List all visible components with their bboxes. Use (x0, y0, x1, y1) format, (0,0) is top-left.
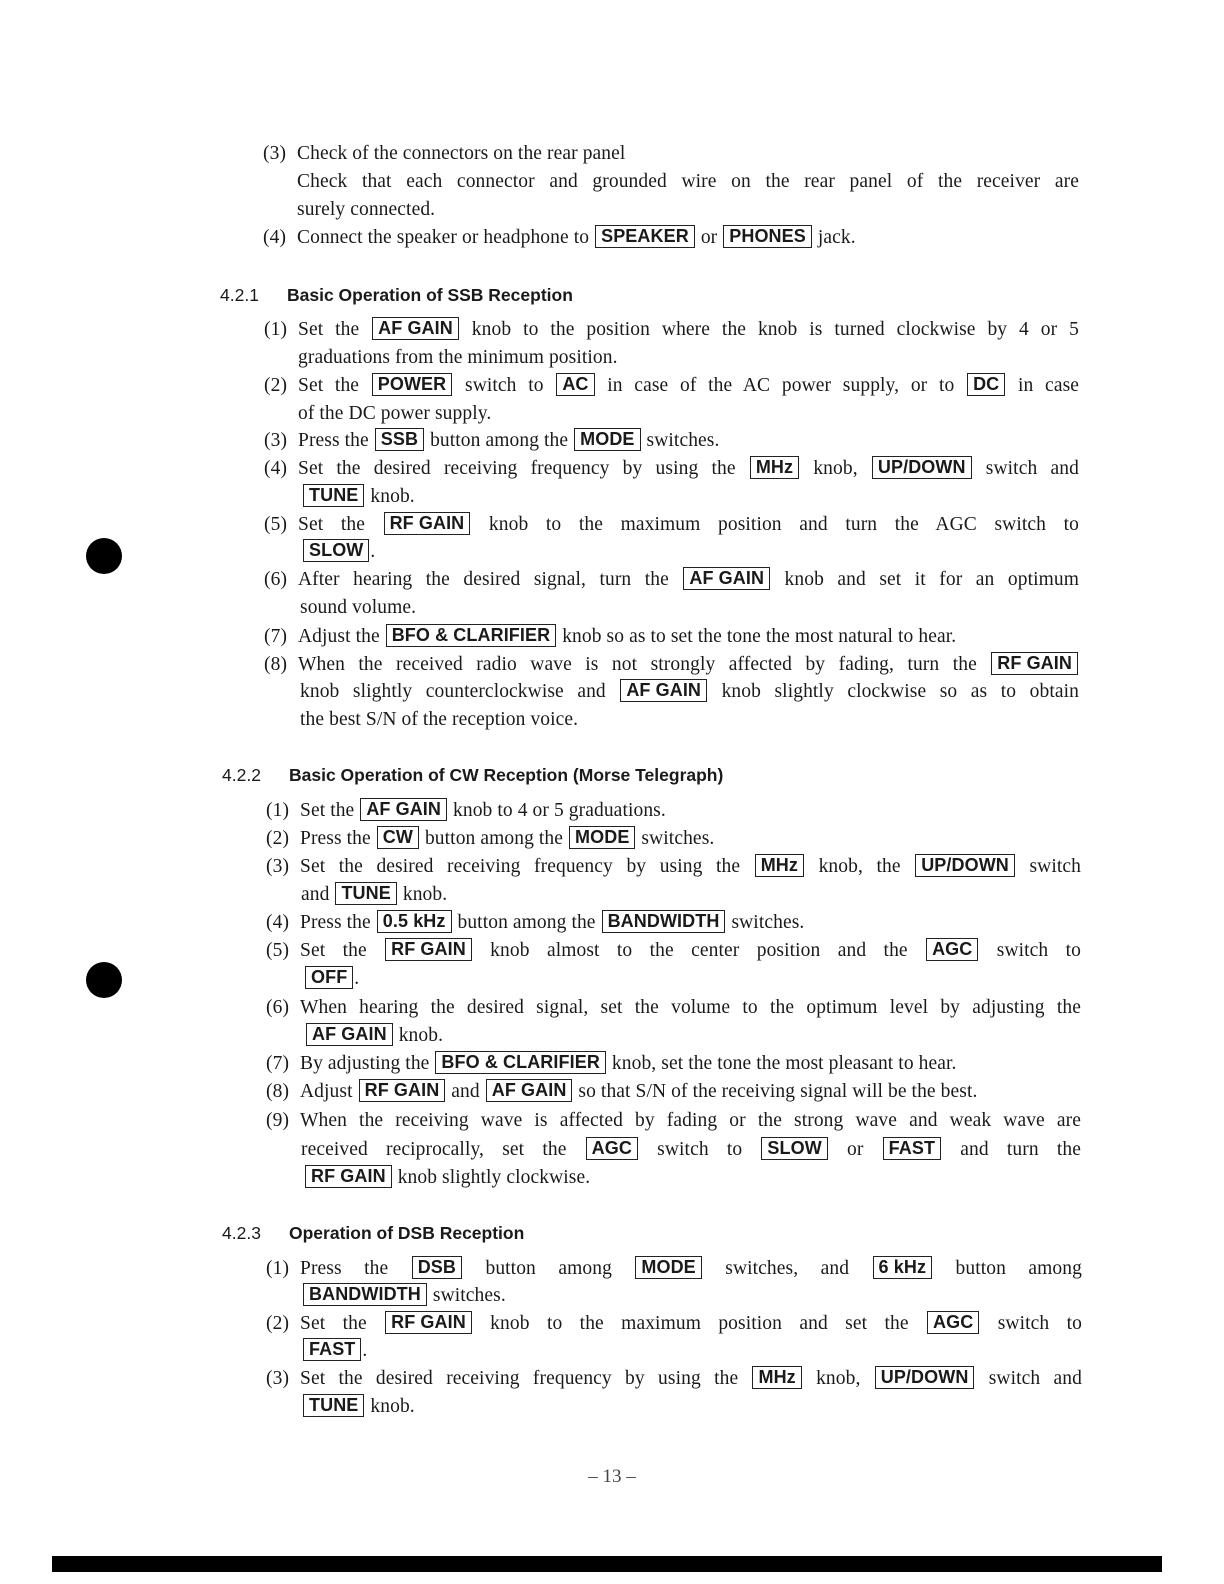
control-label: DSB (412, 1256, 462, 1279)
control-label: RF GAIN (385, 938, 472, 961)
control-label: BANDWIDTH (602, 910, 726, 933)
list-item-continuation: Check that each connector and grounded wire on the rear panel of the receiver are (297, 171, 1079, 192)
control-label: SLOW (761, 1137, 827, 1160)
list-item-continuation: the best S/N of the reception voice. (300, 709, 579, 730)
list-item: (8) When the received radio wave is not strongly affected by fading, turn the RF GAIN (264, 651, 1079, 679)
control-label: 6 kHz (873, 1256, 933, 1279)
list-item: (3) Check of the connectors on the rear panel (263, 143, 626, 164)
control-label: RF GAIN (305, 1165, 392, 1188)
control-label: SLOW (303, 539, 369, 562)
section-heading: 4.2.1 Basic Operation of SSB Reception (220, 285, 573, 305)
control-label: AGC (926, 938, 978, 961)
control-label: RF GAIN (991, 652, 1078, 675)
list-item-continuation: TUNE knob. (302, 1393, 415, 1421)
binder-hole (86, 538, 122, 574)
list-item: (5) Set the RF GAIN knob to the maximum position and turn the AGC switch to (264, 513, 1079, 535)
list-item: (4) Set the desired receiving frequency by using the MHz knob, UP/DOWN switch and (264, 457, 1079, 479)
list-item: (1) Set the AF GAIN knob to the position where the knob is turned clockwise by 4 or 5 (264, 318, 1079, 340)
control-label: TUNE (303, 1394, 364, 1417)
list-item: (6) After hearing the desired signal, turn the AF GAIN knob and set it for an optimum (264, 568, 1079, 590)
list-item-continuation: TUNE knob. (302, 483, 415, 511)
control-label: MHz (750, 456, 799, 479)
list-item-continuation: OFF . (304, 965, 359, 993)
scan-edge (52, 1556, 1162, 1572)
list-item: (1) Press the DSB button among MODE switches, and 6 kHz button among (266, 1257, 1082, 1279)
control-label: BFO & CLARIFIER (386, 624, 557, 647)
list-item-continuation: received reciprocally, set the AGC switch to SLOW or FAST and turn the (301, 1138, 1081, 1160)
control-label: AC (556, 373, 594, 396)
list-item-continuation: RF GAIN knob slightly clockwise. (304, 1164, 590, 1192)
control-label: BFO & CLARIFIER (435, 1051, 606, 1074)
control-label: RF GAIN (359, 1079, 446, 1102)
control-label: POWER (372, 373, 453, 396)
list-item: (4) Press the 0.5 kHz button among the BANDWIDTH switches. (266, 911, 805, 933)
control-label: RF GAIN (384, 512, 471, 535)
section-heading: 4.2.2 Basic Operation of CW Reception (Morse Telegraph) (222, 765, 724, 785)
control-label: AF GAIN (360, 798, 447, 821)
list-item: (2) Set the POWER switch to AC in case of the AC power supply, or to DC in case (264, 374, 1080, 396)
control-label: UP/DOWN (875, 1366, 975, 1389)
control-label: AF GAIN (372, 317, 459, 340)
list-item-continuation: and TUNE knob. (301, 883, 448, 905)
control-label: FAST (883, 1137, 941, 1160)
control-label: SSB (375, 428, 424, 451)
list-item-continuation: BANDWIDTH switches. (302, 1282, 506, 1310)
control-label: MODE (635, 1256, 701, 1279)
control-label: MHz (752, 1366, 801, 1389)
control-label: FAST (303, 1338, 361, 1361)
control-label: AF GAIN (306, 1023, 393, 1046)
list-item: (7) Adjust the BFO & CLARIFIER knob so as to set the tone the most natural to hear. (264, 625, 957, 647)
control-label: MODE (569, 826, 635, 849)
list-item: (3) Set the desired receiving frequency by using the MHz knob, UP/DOWN switch and (266, 1367, 1082, 1389)
section-heading: 4.2.3 Operation of DSB Reception (222, 1223, 525, 1243)
control-label: SPEAKER (595, 225, 695, 248)
control-label: BANDWIDTH (303, 1283, 427, 1306)
control-label: AGC (586, 1137, 638, 1160)
control-label: AF GAIN (620, 679, 707, 702)
list-item: (4) Connect the speaker or headphone to SPEAKER or PHONES jack. (263, 226, 856, 248)
list-item: (3) Press the SSB button among the MODE switches. (264, 429, 720, 451)
list-item: (2) Set the RF GAIN knob to the maximum position and set the AGC switch to (266, 1312, 1082, 1334)
binder-hole (86, 962, 122, 998)
list-item-continuation: of the DC power supply. (298, 403, 492, 424)
control-label: AF GAIN (683, 567, 770, 590)
list-item-continuation: knob slightly counterclockwise and AF GAIN knob slightly clockwise so as to obtain (300, 680, 1079, 702)
control-label: CW (377, 826, 419, 849)
control-label: UP/DOWN (915, 854, 1015, 877)
list-item-continuation: surely connected. (297, 199, 436, 220)
control-label: MODE (574, 428, 640, 451)
list-item-continuation: AF GAIN knob. (305, 1022, 443, 1050)
list-item-continuation: graduations from the minimum position. (298, 347, 618, 368)
list-item: (3) Set the desired receiving frequency by using the MHz knob, the UP/DOWN switch (266, 855, 1081, 877)
control-label: 0.5 kHz (377, 910, 452, 933)
list-item-continuation: FAST . (302, 1337, 367, 1365)
list-item-continuation: sound volume. (300, 597, 417, 618)
control-label: AF GAIN (486, 1079, 573, 1102)
control-label: DC (967, 373, 1005, 396)
control-label: AGC (927, 1311, 979, 1334)
list-item: (2) Press the CW button among the MODE switches. (266, 827, 715, 849)
list-item: (8) Adjust RF GAIN and AF GAIN so that S/N of the receiving signal will be the best. (266, 1080, 978, 1102)
control-label: MHz (755, 854, 804, 877)
control-label: OFF (305, 966, 353, 989)
control-label: PHONES (723, 225, 812, 248)
control-label: UP/DOWN (872, 456, 972, 479)
control-label: RF GAIN (385, 1311, 472, 1334)
list-item: (1) Set the AF GAIN knob to 4 or 5 graduations. (266, 799, 666, 821)
list-item: (7) By adjusting the BFO & CLARIFIER knob, set the tone the most pleasant to hear. (266, 1052, 957, 1074)
list-item: (9) When the receiving wave is affected by fading or the strong wave and weak wave are (266, 1110, 1081, 1131)
list-item: (6) When hearing the desired signal, set the volume to the optimum level by adjusting the (266, 997, 1081, 1018)
control-label: TUNE (303, 484, 364, 507)
control-label: TUNE (335, 882, 396, 905)
page-number: – 13 – (588, 1466, 636, 1487)
list-item: (5) Set the RF GAIN knob almost to the center position and the AGC switch to (266, 939, 1081, 961)
list-item-continuation: SLOW . (302, 538, 375, 566)
